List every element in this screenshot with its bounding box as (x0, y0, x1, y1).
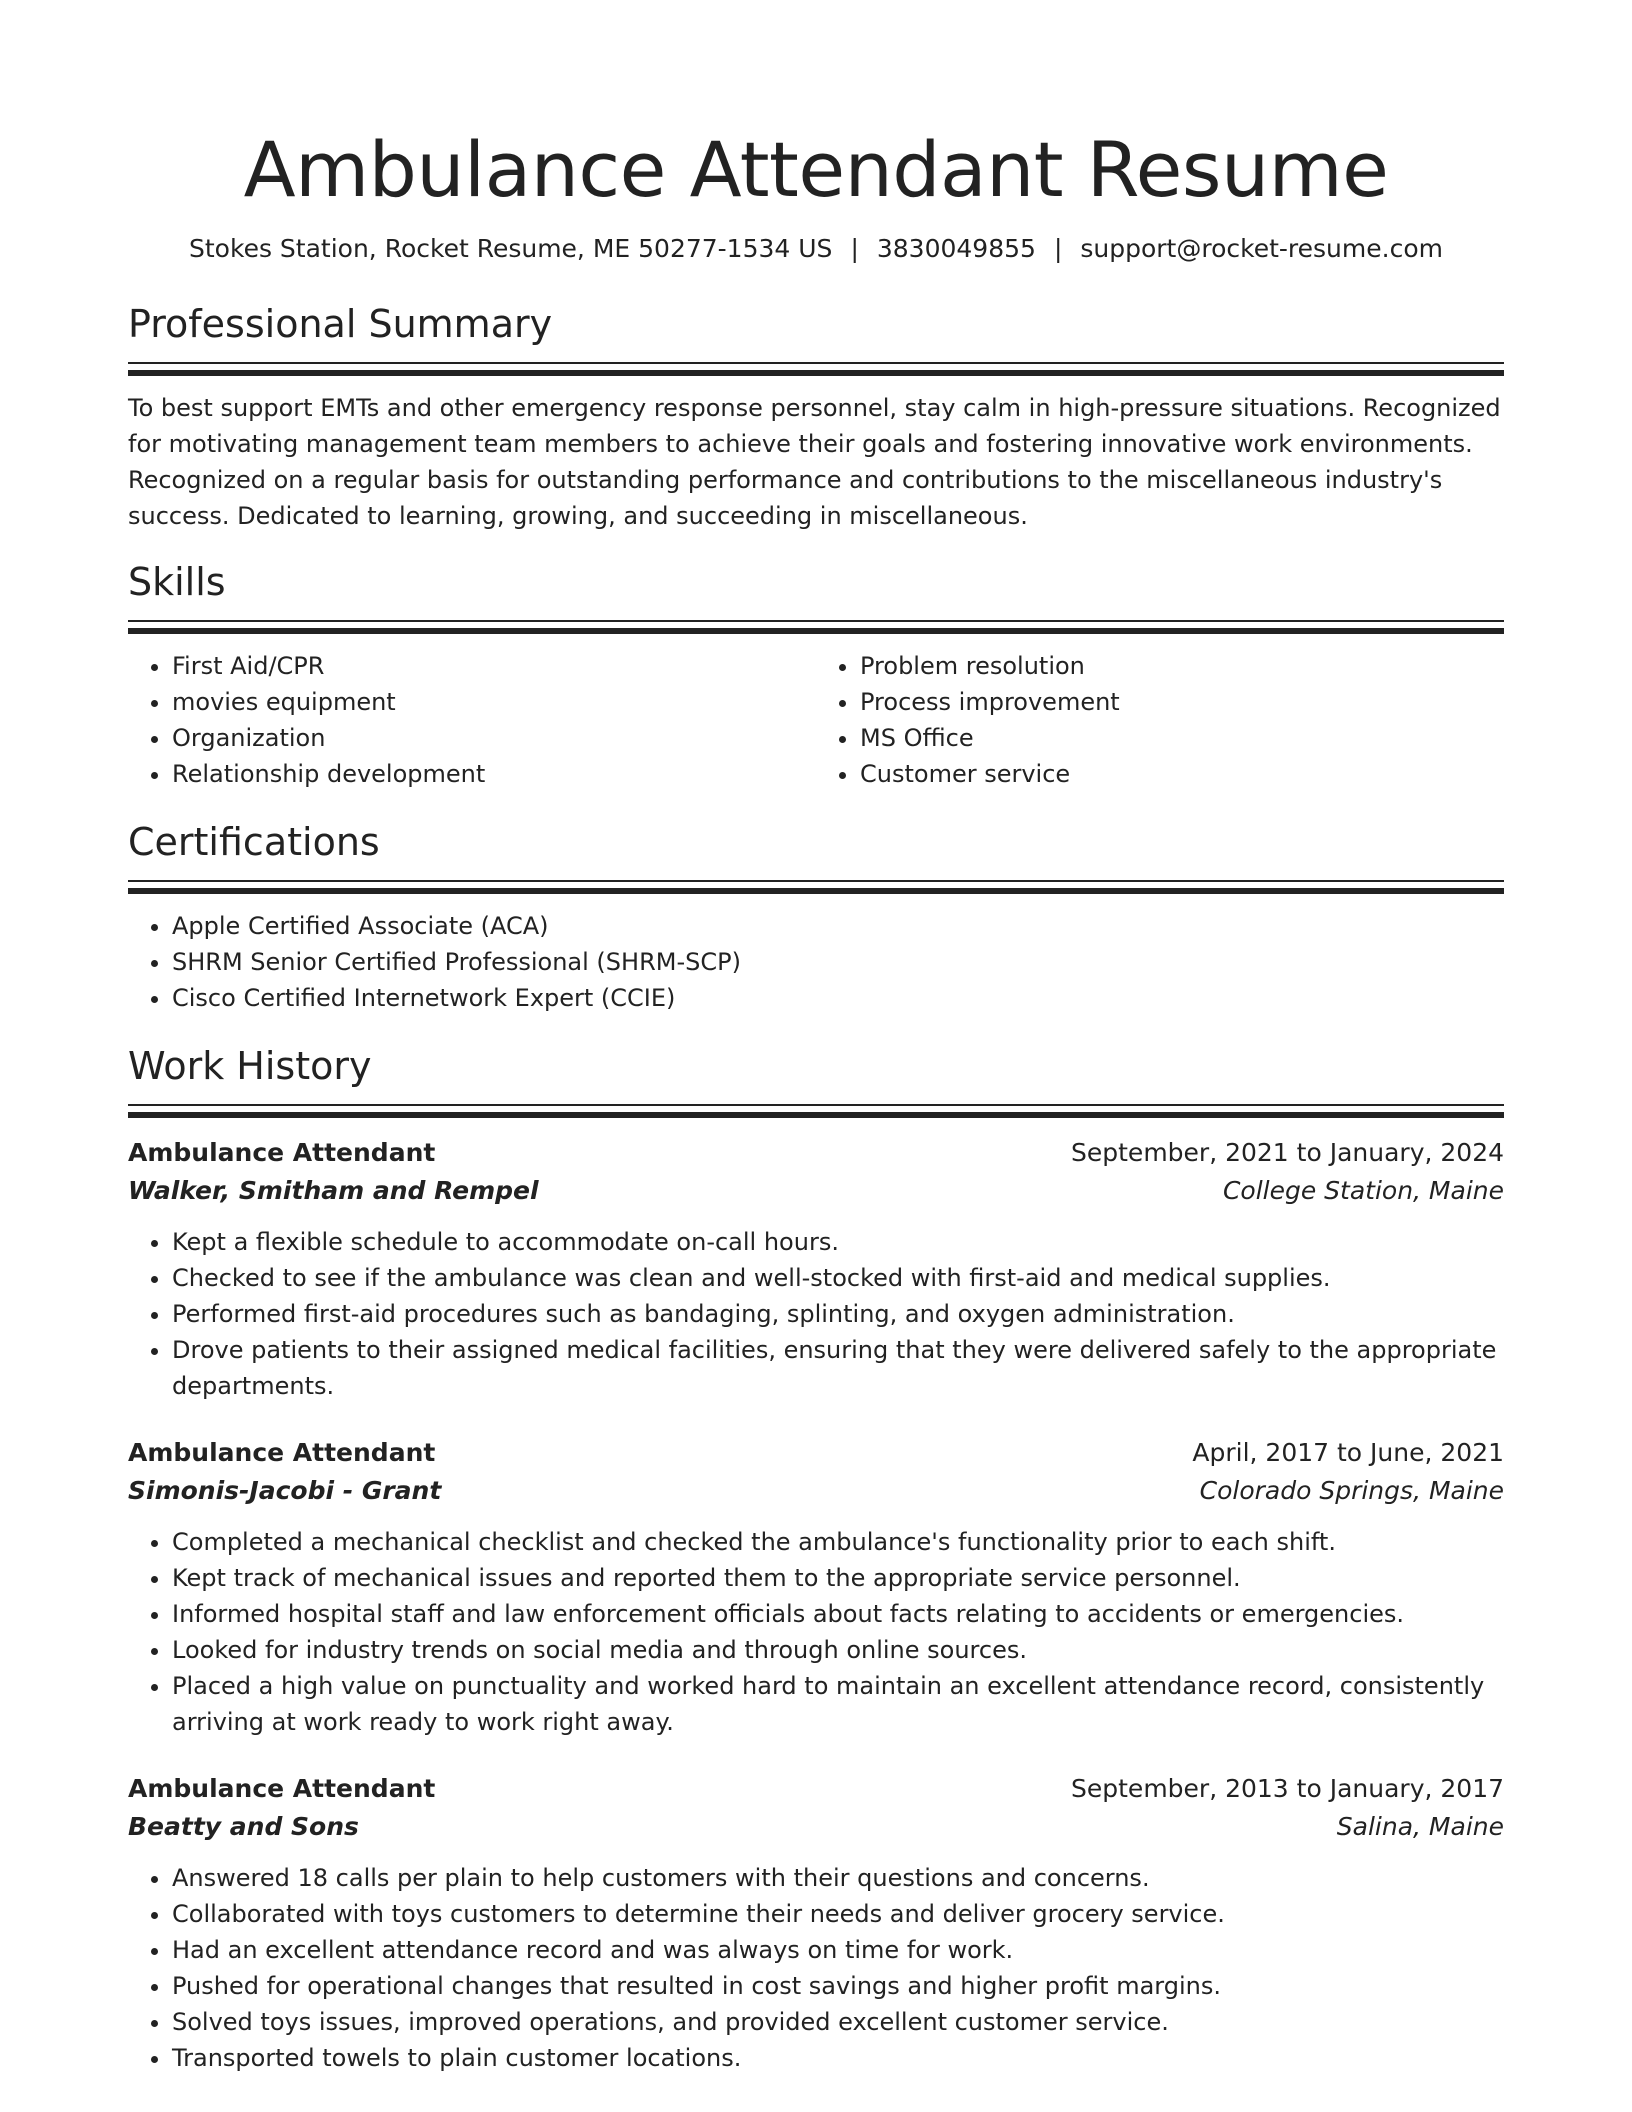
skill-item: • Process improvement (860, 684, 1504, 720)
job-duty: • Pushed for operational changes that resulted in cost savings and higher profit margins. (172, 1968, 1504, 2004)
job-duty: • Completed a mechanical checklist and checked the ambulance's functionality prior to each shift. (172, 1524, 1504, 1560)
job-header (128, 1134, 1504, 1172)
skills-columns (128, 634, 1504, 792)
job-duties-list (128, 1224, 1504, 1404)
job-location: Salina, Maine (1336, 1812, 1504, 1841)
skills-heading: Skills (128, 560, 226, 604)
job-header (128, 1770, 1504, 1808)
job-subheader (128, 1472, 1504, 1510)
skill-item: • Problem resolution (860, 648, 1504, 684)
contact-address: Stokes Station, Rocket Resume, ME 50277-1534 US (189, 234, 833, 263)
certifications-section (128, 818, 1504, 1016)
job-duty: • Kept track of mechanical issues and reported them to the appropriate service personnel. (172, 1560, 1504, 1596)
section-divider (128, 1104, 1504, 1118)
contact-phone: 3830049855 (876, 234, 1036, 263)
job-title: Ambulance Attendant (128, 1438, 436, 1467)
job-company: Beatty and Sons (128, 1812, 359, 1841)
job-duty: • Kept a flexible schedule to accommodate on-call hours. (172, 1224, 1504, 1260)
resume-title: Ambulance Attendant Resume (243, 125, 1389, 214)
section-divider (128, 620, 1504, 634)
job-subheader (128, 1808, 1504, 1846)
job-duty: • Informed hospital staff and law enforcement officials about facts relating to accidents or emergencies. (172, 1596, 1504, 1632)
work-history-section (128, 1042, 1504, 2076)
job-duty: • Transported towels to plain customer locations. (172, 2040, 1504, 2076)
certification-item: • SHRM Senior Certified Professional (SHRM-SCP) (172, 944, 1504, 980)
job-entry (128, 1770, 1504, 2076)
skill-item: • MS Office (860, 720, 1504, 756)
skills-section (128, 558, 1504, 792)
job-duty: • Answered 18 calls per plain to help customers with their questions and concerns. (172, 1860, 1504, 1896)
job-duties-list (128, 1860, 1504, 2076)
job-duty: • Looked for industry trends on social media and through online sources. (172, 1632, 1504, 1668)
job-dates: September, 2013 to January, 2017 (1071, 1774, 1504, 1803)
skill-item: • Relationship development (172, 756, 816, 792)
job-duty: • Performed first-aid procedures such as bandaging, splinting, and oxygen administration. (172, 1296, 1504, 1332)
job-location: Colorado Springs, Maine (1199, 1476, 1504, 1505)
job-duty: • Checked to see if the ambulance was clean and well-stocked with first-aid and medical supplies. (172, 1260, 1504, 1296)
job-entry (128, 1134, 1504, 1404)
contact-separator: | (850, 234, 859, 263)
job-dates: September, 2021 to January, 2024 (1071, 1138, 1504, 1167)
section-divider (128, 362, 1504, 376)
job-duty: • Drove patients to their assigned medical facilities, ensuring that they were delivered safely to the appropriate departments. (172, 1332, 1504, 1404)
job-duty: • Collaborated with toys customers to determine their needs and deliver grocery service. (172, 1896, 1504, 1932)
job-entry (128, 1434, 1504, 1740)
job-location: College Station, Maine (1222, 1176, 1504, 1205)
job-header (128, 1434, 1504, 1472)
certification-item: • Apple Certified Associate (ACA) (172, 908, 1504, 944)
skill-item: • movies equipment (172, 684, 816, 720)
summary-heading: Professional Summary (128, 302, 553, 346)
contact-email: support@rocket-resume.com (1080, 234, 1443, 263)
summary-section (128, 300, 1504, 534)
skills-left-list (128, 648, 816, 792)
certifications-list (128, 908, 1504, 1016)
summary-text: To best support EMTs and other emergency response personnel, stay calm in high-pressure situations. Recognized for motivating management team members to achieve their goals and fostering innovative work environments. Recognized on a regular basis for outstanding performance and contributions to the miscellaneous industry's success. Dedicated to learning, growing, and succeeding in miscellaneous. (128, 394, 1501, 530)
job-duties-list (128, 1524, 1504, 1740)
certifications-heading: Certifications (128, 820, 380, 864)
job-company: Simonis-Jacobi - Grant (128, 1476, 442, 1505)
job-duty: • Placed a high value on punctuality and worked hard to maintain an excellent attendance record, consistently arriving at work ready to work right away. (172, 1668, 1504, 1740)
work-history-heading: Work History (128, 1044, 372, 1088)
job-dates: April, 2017 to June, 2021 (1192, 1438, 1504, 1467)
contact-separator: | (1053, 234, 1063, 263)
job-title: Ambulance Attendant (128, 1774, 436, 1803)
job-title: Ambulance Attendant (128, 1138, 436, 1167)
skill-item: • First Aid/CPR (172, 648, 816, 684)
job-subheader (128, 1172, 1504, 1210)
job-duty: • Solved toys issues, improved operations, and provided excellent customer service. (172, 2004, 1504, 2040)
job-duty: • Had an excellent attendance record and was always on time for work. (172, 1932, 1504, 1968)
certification-item: • Cisco Certified Internetwork Expert (CCIE) (172, 980, 1504, 1016)
job-company: Walker, Smitham and Rempel (128, 1176, 539, 1205)
skills-right-list (816, 648, 1504, 792)
contact-line (128, 232, 1504, 266)
skill-item: • Organization (172, 720, 816, 756)
skill-item: • Customer service (860, 756, 1504, 792)
section-divider (128, 880, 1504, 894)
